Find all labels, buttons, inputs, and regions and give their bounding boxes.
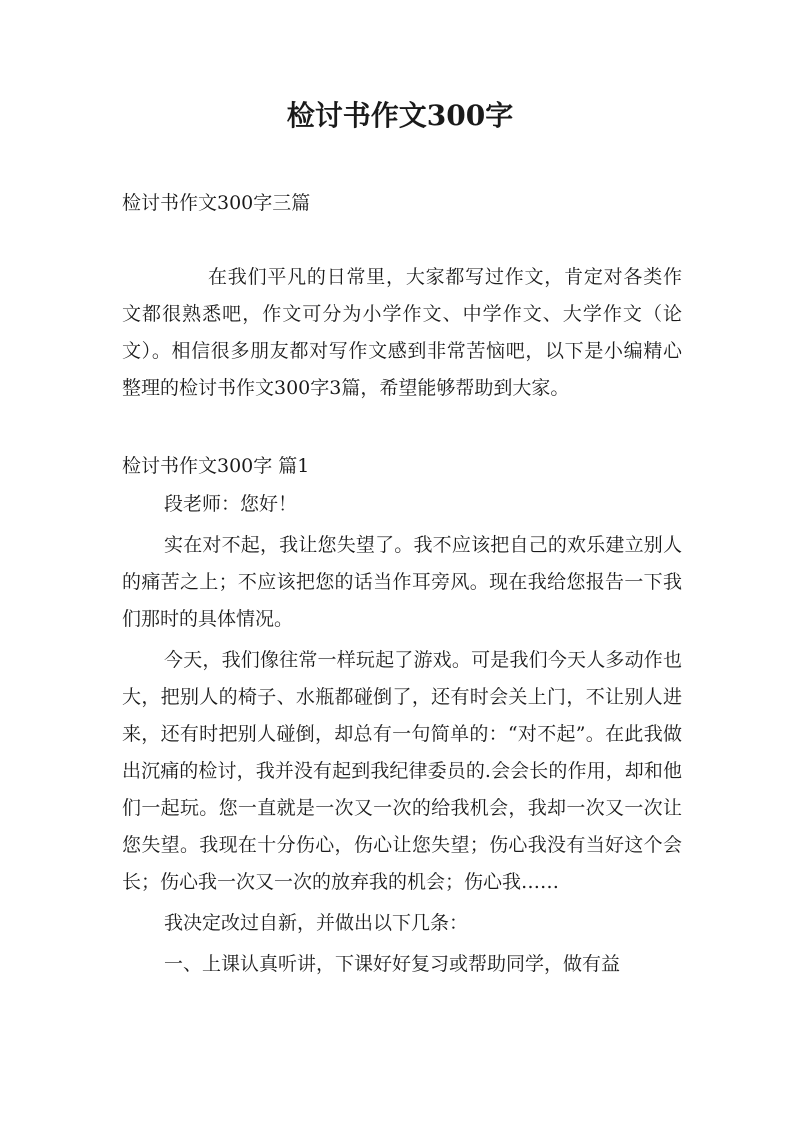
body-paragraph: 实在对不起，我让您失望了。我不应该把自己的欢乐建立别人的痛苦之上；不应该把您的话当作耳旁风。现在我给您报告一下我们那时的具体情况。 bbox=[122, 534, 682, 630]
letter-body bbox=[122, 486, 682, 987]
document-title: 检讨书作文300字 bbox=[286, 99, 514, 132]
section-heading: 检讨书作文300字 篇1 bbox=[122, 455, 310, 477]
body-paragraph: 一、上课认真听讲，下课好好复习或帮助同学，做有益 bbox=[164, 953, 621, 975]
intro-paragraph: 在我们平凡的日常里，大家都写过作文，肯定对各类作文都很熟悉吧，作文可分为小学作文、中学作文、大学作文（论文）。相信很多朋友都对写作文感到非常苦恼吧，以下是小编精心整理的检讨书作文300字3篇，希望能够帮助到大家。 bbox=[122, 266, 682, 399]
body-paragraph: 我决定改过自新，并做出以下几条： bbox=[164, 912, 469, 934]
body-paragraph: 今天，我们像往常一样玩起了游戏。可是我们今天人多动作也大，把别人的椅子、水瓶都碰倒了，还有时会关上门，不让别人进来，还有时把别人碰倒，却总有一句简单的：“对不起”。在此我做出沉痛的检讨，我并没有起到我纪律委员的.会会长的作用，却和他们一起玩。您一直就是一次又一次的给我机会，我却一次又一次让您失望。我现在十分伤心，伤心让您失望；伤心我没有当好这个会长；伤心我一次又一次的放弃我的机会；伤心我…… bbox=[122, 649, 682, 893]
salutation: 段老师：您好！ bbox=[164, 493, 298, 515]
document-subtitle: 检讨书作文300字三篇 bbox=[122, 192, 311, 214]
